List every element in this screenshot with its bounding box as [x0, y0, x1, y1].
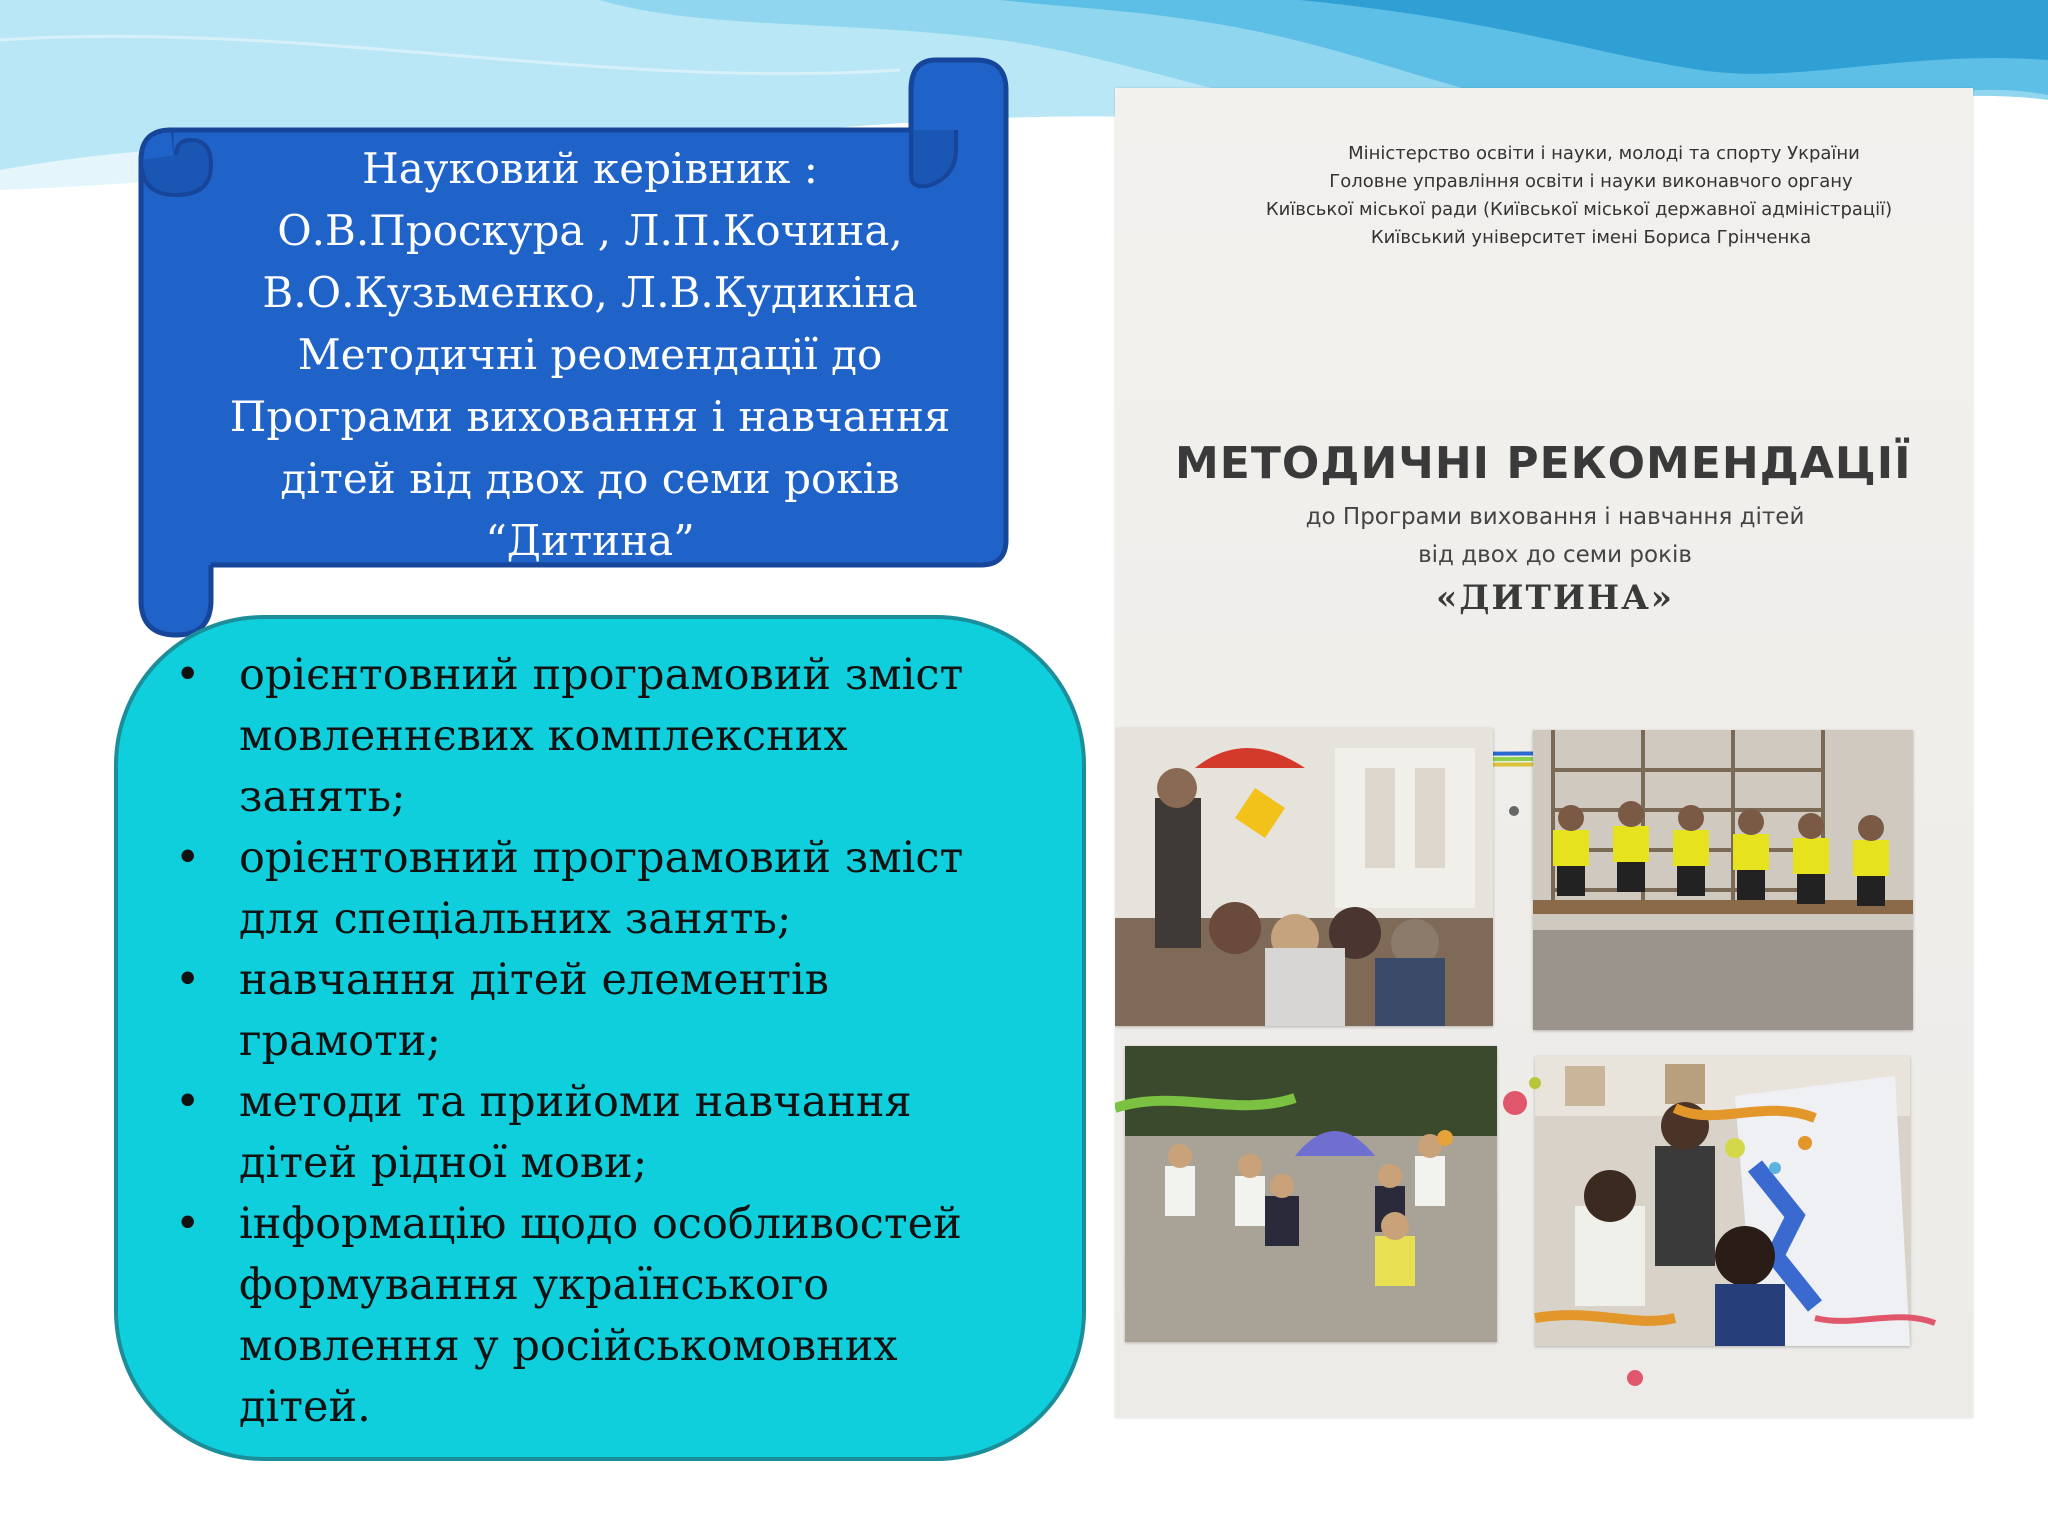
- bullet-item: [175, 645, 1055, 828]
- banner-line: Методичні реомендації до: [297, 330, 883, 379]
- banner-line: В.О.Кузьменко, Л.В.Кудикіна: [262, 268, 918, 317]
- book-subtitle-line: від двох до семи років: [1418, 542, 1692, 568]
- banner-line: дітей від двох до семи років: [280, 454, 900, 503]
- bullet-line: мовлення у російськомовних: [239, 1321, 898, 1371]
- bullet-line: формування українського: [239, 1260, 830, 1310]
- bullet-item: [175, 1072, 1055, 1194]
- book-cover: [1115, 88, 1973, 1418]
- bullet-line: занять;: [239, 772, 406, 822]
- photo-children-gym: [1533, 730, 1913, 1030]
- bullet-list: [175, 645, 1055, 1438]
- book-title: МЕТОДИЧНІ РЕКОМЕНДАЦІЇ: [1175, 438, 1912, 489]
- bullet-item: [175, 1194, 1055, 1438]
- org-line: Міністерство освіти і науки, молоді та спорту України: [1348, 143, 1860, 164]
- org-line: Київський університет імені Бориса Грінченка: [1370, 227, 1812, 248]
- banner-line: О.В.Проскура , Л.П.Кочина,: [277, 206, 903, 255]
- paint-splash-decoration: [1115, 988, 1973, 1418]
- bullet-line: мовленнєвих комплексних: [239, 711, 848, 761]
- bullet-line: • інформацію щодо особливостей: [239, 1199, 962, 1249]
- bullet-line: дітей.: [239, 1382, 371, 1432]
- org-line: Київської міської ради (Київської міської державної адміністрації): [1265, 199, 1893, 220]
- banner-line: Науковий керівник :: [362, 144, 818, 193]
- book-subtitle: [1175, 498, 1935, 574]
- bullet-line: • орієнтовний програмовий зміст: [239, 833, 964, 883]
- bullet-line: грамоти;: [239, 1016, 441, 1066]
- bullet-line: • навчання дітей елементів: [239, 955, 829, 1005]
- dot-decoration: [1509, 806, 1519, 816]
- bullet-item: [175, 828, 1055, 950]
- bullet-line: • методи та прийоми навчання: [239, 1077, 912, 1127]
- org-line: Головне управління освіти і науки виконавчого органу: [1329, 171, 1853, 192]
- banner-text: [170, 138, 1010, 572]
- bullet-line: для спеціальних занять;: [239, 894, 792, 944]
- book-name: «ДИТИНА»: [1435, 578, 1675, 618]
- banner-line: “Дитина”: [485, 516, 695, 565]
- bullet-line: • орієнтовний програмовий зміст: [239, 650, 964, 700]
- photo-teacher-umbrella: [1115, 728, 1493, 1026]
- banner-line: Програми виховання і навчання: [229, 392, 951, 441]
- book-subtitle-line: до Програми виховання і навчання дітей: [1305, 504, 1805, 530]
- bullet-item: [175, 950, 1055, 1072]
- bullet-line: дітей рідної мови;: [239, 1138, 648, 1188]
- book-organization: [1115, 140, 1973, 252]
